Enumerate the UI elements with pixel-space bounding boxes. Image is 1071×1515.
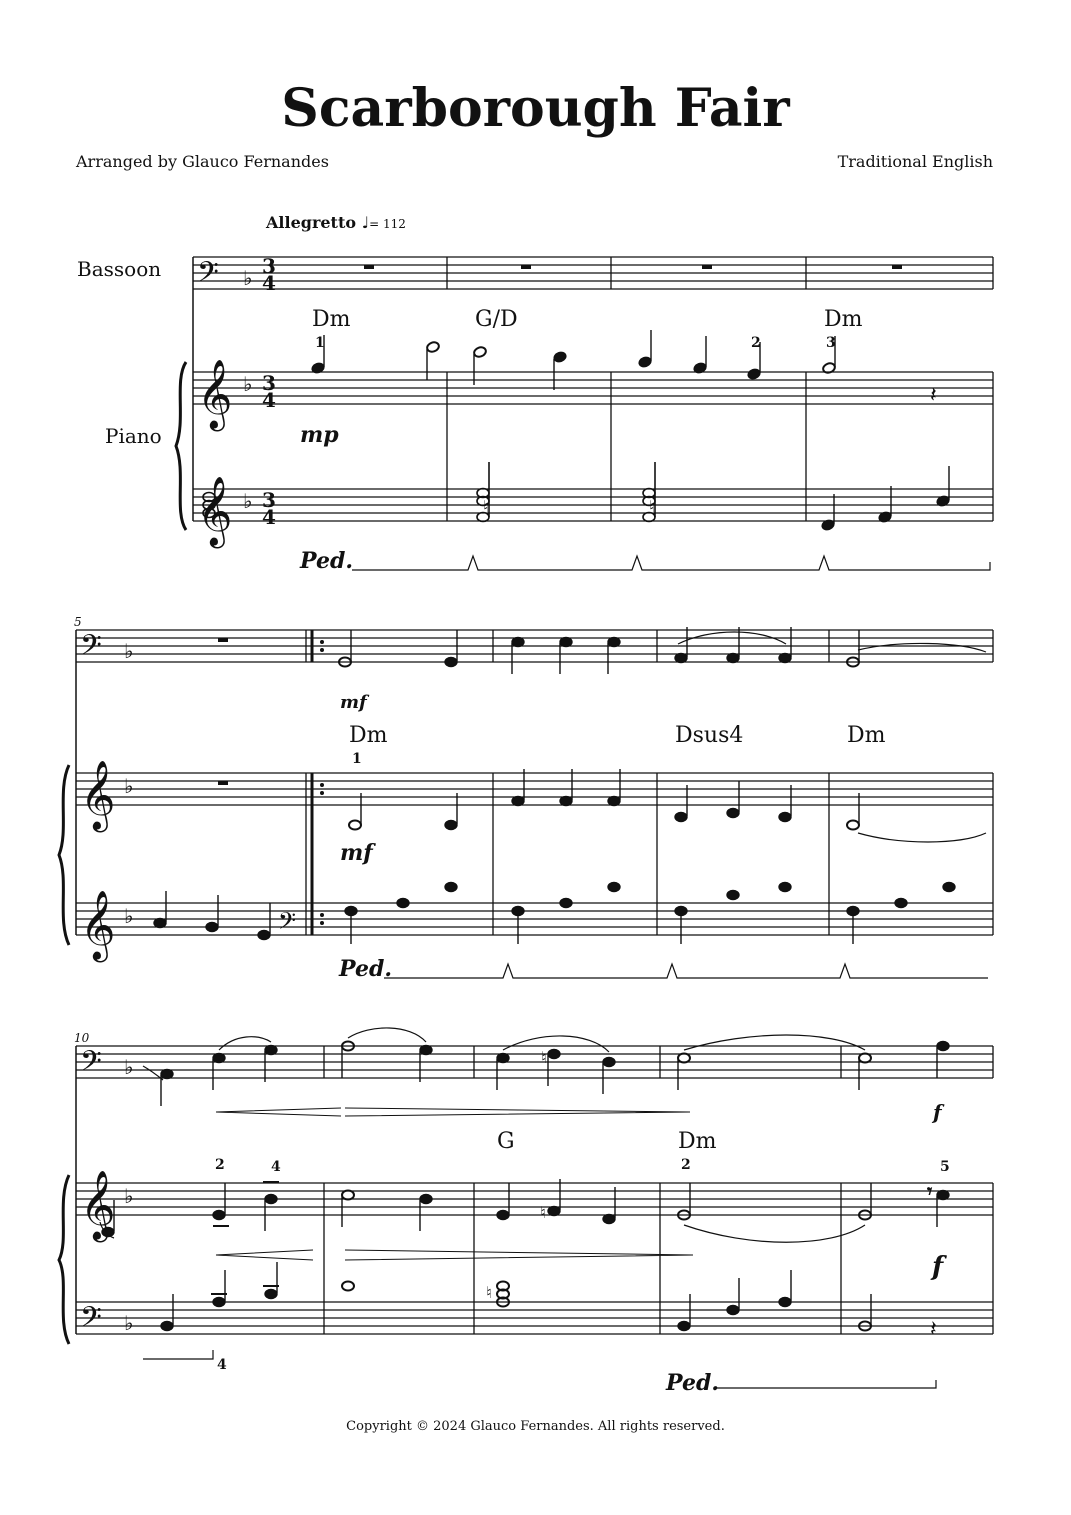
svg-text:♮: ♮: [541, 1048, 547, 1067]
fingering: 2: [215, 1157, 225, 1173]
chord-symbol: Dm: [312, 307, 351, 332]
dynamic-marking: mf: [340, 692, 367, 713]
svg-text:♭: ♭: [243, 266, 253, 290]
chord-symbol: Dm: [847, 723, 886, 748]
fingering: 2: [751, 335, 761, 351]
piano-lh-staff-1: [193, 489, 993, 521]
treble-clef-icon: 𝄞: [197, 476, 233, 546]
svg-text:𝄽: 𝄽: [930, 383, 937, 408]
brace-icon: [59, 1175, 69, 1344]
measure-number: 5: [74, 615, 82, 629]
svg-text:♭: ♭: [243, 372, 253, 396]
brace-icon: [59, 765, 69, 945]
tempo-text: Allegretto: [266, 213, 356, 232]
bass-clef-icon: 𝄢: [80, 1045, 102, 1085]
brace-icon: [176, 362, 186, 530]
svg-text:3: 3: [262, 254, 276, 278]
svg-text:♭: ♭: [124, 1055, 134, 1079]
chord-symbol: G/D: [475, 307, 518, 332]
dynamic-marking: f: [932, 1252, 944, 1282]
svg-text:♮: ♮: [486, 1283, 492, 1302]
svg-text:4: 4: [262, 271, 276, 295]
fingering: 3: [826, 335, 836, 351]
treble-clef-icon: 𝄞: [80, 760, 116, 830]
chord-symbol: Dm: [678, 1129, 717, 1154]
dynamic-marking: mf: [340, 840, 373, 866]
svg-text:♭: ♭: [124, 1184, 134, 1208]
pedal-marking: Ped.: [339, 956, 392, 982]
fingering: 1: [352, 751, 362, 767]
svg-text:♭: ♭: [124, 774, 134, 798]
system-3: [59, 1028, 993, 1388]
pedal-marking: Ped.: [666, 1370, 719, 1396]
piano-lh-staff-3: [76, 1302, 993, 1334]
bass-clef-icon: 𝄢: [278, 907, 297, 940]
composer-credit: Traditional English: [837, 152, 993, 171]
dynamic-marking: mp: [300, 422, 339, 448]
bass-clef-icon: 𝄢: [80, 629, 102, 669]
fingering: 4: [217, 1357, 227, 1373]
pedal-marking: Ped.: [300, 548, 353, 574]
quarter-note-icon: ♩: [361, 213, 370, 232]
score-title: Scarborough Fair: [281, 78, 790, 139]
svg-text:♮: ♮: [540, 1203, 546, 1222]
bass-clef-icon: 𝄢: [80, 1301, 102, 1341]
treble-clef-icon: 𝄞: [80, 1170, 116, 1240]
svg-text:♮: ♮: [649, 497, 655, 516]
chord-symbol: Dm: [349, 723, 388, 748]
piano-rh-staff-2: [76, 773, 993, 805]
system-1: [176, 257, 993, 570]
arranger-credit: Arranged by Glauco Fernandes: [76, 152, 329, 171]
tempo-value: = 112: [369, 217, 406, 231]
instrument-label-bassoon: Bassoon: [77, 257, 162, 281]
svg-text:♭: ♭: [124, 1311, 134, 1335]
bass-clef-icon: 𝄢: [197, 256, 219, 296]
copyright-notice: Copyright © 2024 Glauco Fernandes. All rights reserved.: [346, 1419, 725, 1434]
svg-text:♭: ♭: [243, 489, 253, 513]
chord-symbol: G: [497, 1129, 515, 1154]
svg-text:𝄽: 𝄽: [930, 1317, 937, 1342]
chord-symbol: Dm: [824, 307, 863, 332]
treble-clef-icon: 𝄞: [197, 359, 233, 429]
system-2: [59, 627, 993, 978]
svg-text:𝄾: 𝄾: [927, 1179, 933, 1203]
piano-rh-staff-1: [193, 372, 993, 404]
pedal-line-2: [384, 964, 988, 978]
svg-text:♮: ♮: [483, 497, 489, 516]
treble-clef-icon: 𝄞: [80, 890, 116, 960]
instrument-label-piano: Piano: [105, 424, 162, 448]
svg-text:♭: ♭: [124, 639, 134, 663]
svg-text:♭: ♭: [124, 904, 134, 928]
pedal-line-1: [352, 556, 990, 570]
barlines-1: [447, 257, 993, 521]
fingering: 1: [315, 335, 325, 351]
dynamic-marking: f: [933, 1100, 942, 1124]
fingering: 5: [940, 1159, 950, 1175]
chord-symbol: Dsus4: [675, 723, 744, 748]
fingering: 4: [271, 1159, 281, 1175]
pedal-line-3: [715, 1380, 936, 1388]
svg-text:3: 3: [262, 488, 276, 512]
svg-text:4: 4: [262, 505, 276, 529]
svg-text:4: 4: [262, 388, 276, 412]
piano-rh-staff-3: [76, 1183, 993, 1215]
bassoon-staff-1: [193, 257, 993, 289]
svg-text:3: 3: [262, 371, 276, 395]
measure-number: 10: [74, 1031, 90, 1045]
fingering: 2: [681, 1157, 691, 1173]
